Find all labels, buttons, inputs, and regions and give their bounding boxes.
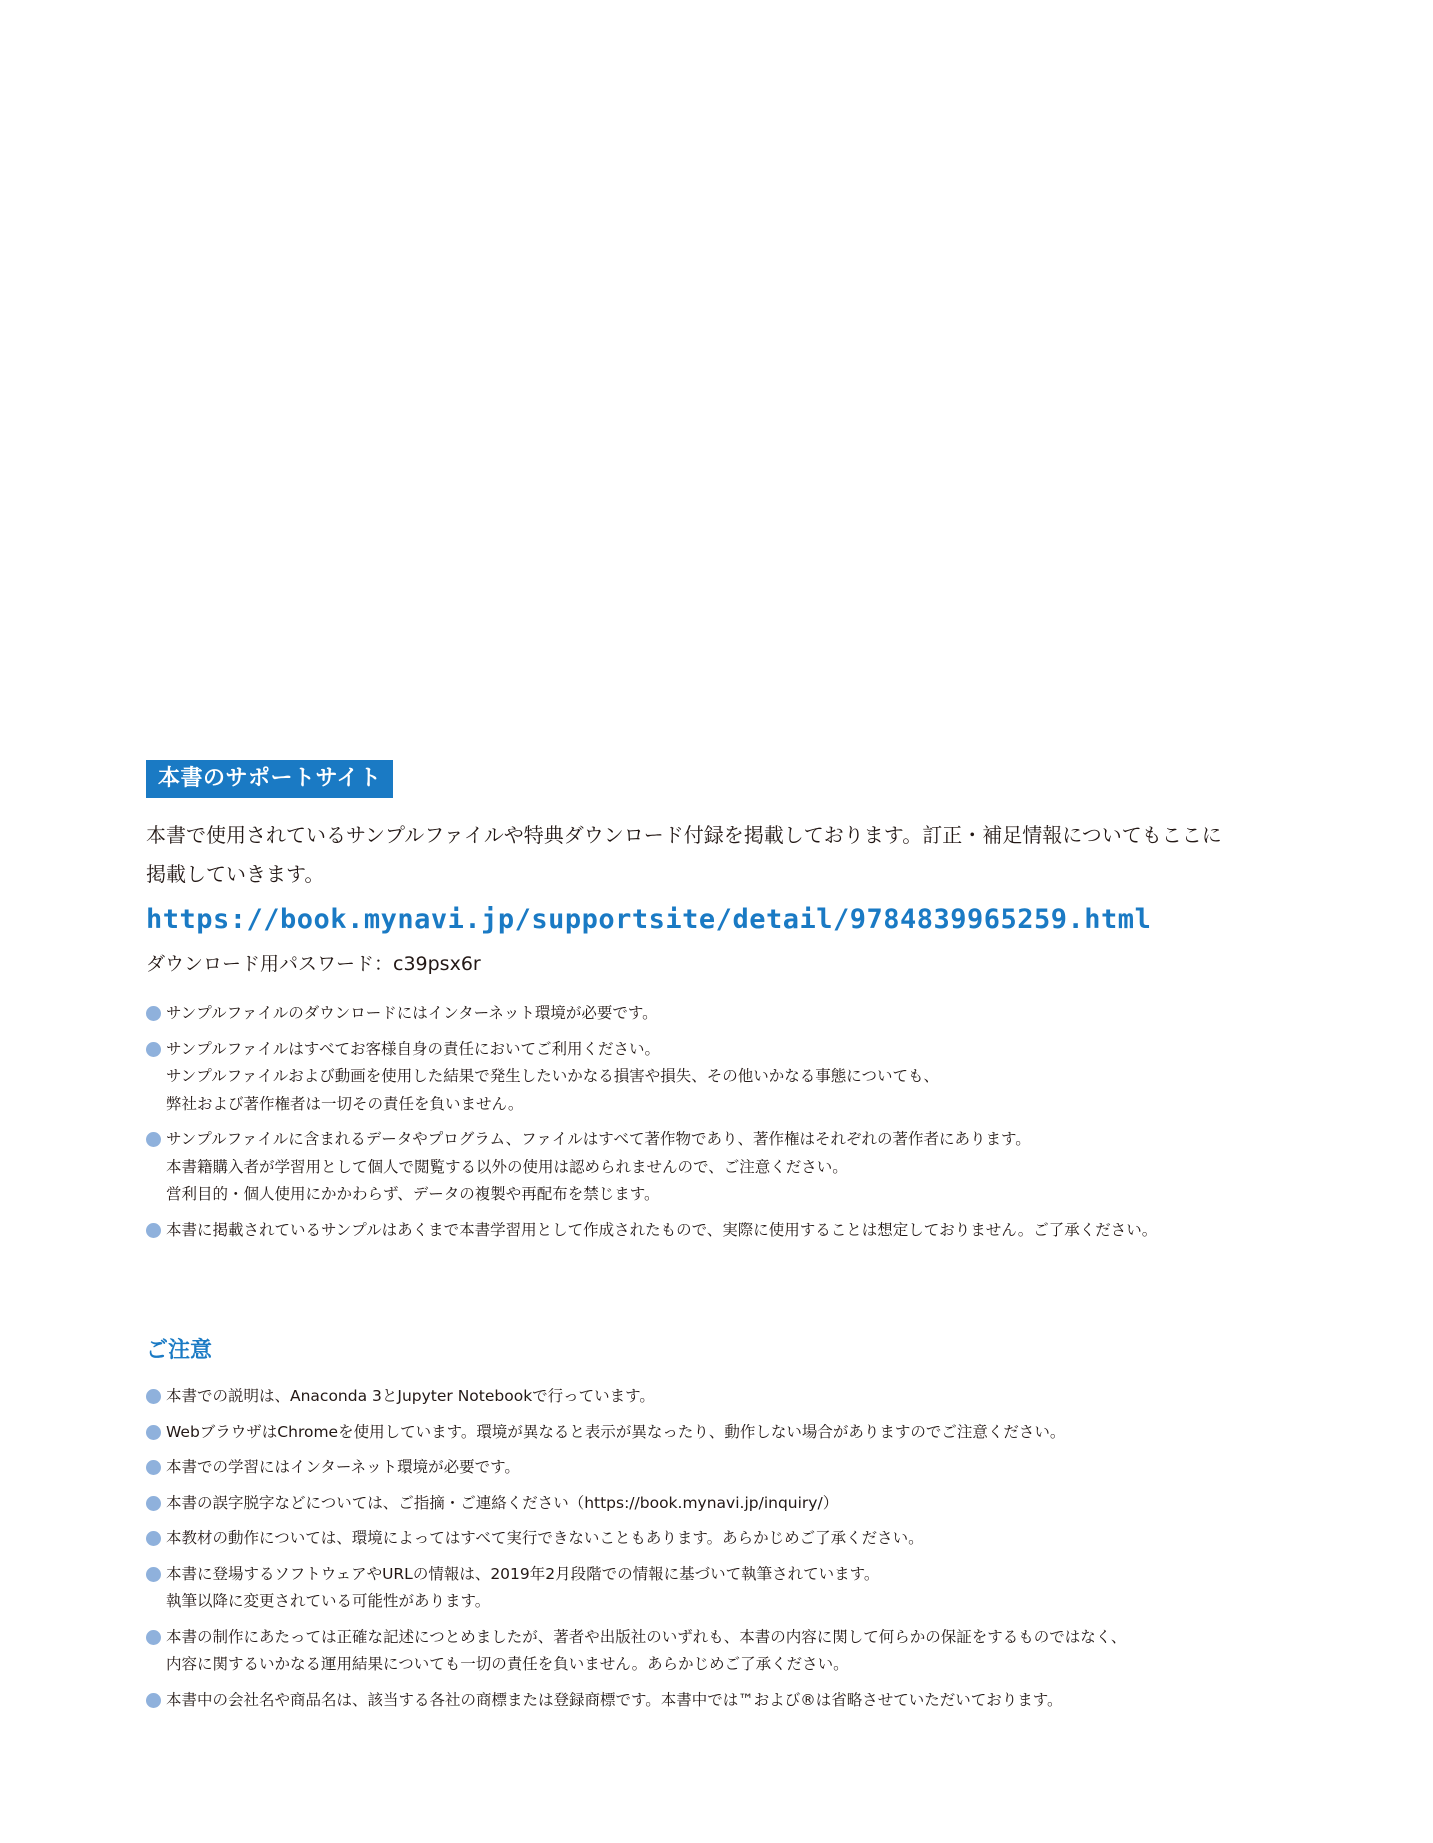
list-item-text: 弊社および著作権者は一切その責任を負いません。 xyxy=(166,1094,524,1113)
list-item-text: 本書の制作にあたっては正確な記述につとめましたが、著者や出版社のいずれも、本書の内容に関して何らかの保証をするものではなく、 xyxy=(166,1627,1127,1646)
bullet-circle-icon xyxy=(146,1693,161,1708)
bullet-circle-icon xyxy=(146,1389,161,1404)
list-item-text: 本書の誤字脱字などについては、ご指摘・ご連絡ください（https://book.mynavi.jp/inquiry/） xyxy=(166,1493,839,1512)
list-item-text: 本書籍購入者が学習用として個人で閲覧する以外の使用は認められませんので、ご注意ください。 xyxy=(166,1157,848,1176)
list-item xyxy=(146,1000,1286,1028)
list-item-text: 本書に登場するソフトウェアやURLの情報は、2019年2月段階での情報に基づいて執筆されています。 xyxy=(166,1564,880,1583)
bullet-circle-icon xyxy=(146,1006,161,1021)
support-site-url-link[interactable]: https://book.mynavi.jp/supportsite/detail/9784839965259.html xyxy=(146,904,1152,935)
list-item-text: 営利目的・個人使用にかかわらず、データの複製や再配布を禁じます。 xyxy=(166,1185,660,1203)
list-item xyxy=(146,1490,1286,1518)
support-site-section xyxy=(146,760,1286,1252)
bullet-circle-icon xyxy=(146,1460,161,1475)
bullet-circle-icon xyxy=(146,1531,161,1546)
notice-heading: ご注意 xyxy=(146,1338,213,1363)
list-item xyxy=(146,1419,1286,1447)
notice-section xyxy=(146,1335,1286,1722)
support-notes-list xyxy=(146,1000,1286,1244)
list-item xyxy=(146,1525,1286,1553)
support-description-line: 掲載していきます。 xyxy=(146,862,325,886)
list-item xyxy=(146,1687,1286,1715)
list-item-text: サンプルファイルはすべてお客様自身の責任においてご利用ください。 xyxy=(166,1039,660,1058)
notice-list xyxy=(146,1383,1286,1714)
list-item xyxy=(146,1561,1286,1616)
list-item xyxy=(146,1454,1286,1482)
list-item xyxy=(146,1624,1286,1679)
list-item-text: 内容に関するいかなる運用結果についても一切の責任を負いません。あらかじめご了承ください。 xyxy=(166,1655,849,1673)
support-description-line: 本書で使用されているサンプルファイルや特典ダウンロード付録を掲載しております。訂正・補足情報についてもここに xyxy=(146,823,1222,847)
list-item-text: 本書に掲載されているサンプルはあくまで本書学習用として作成されたもので、実際に使用することは想定しておりません。ご了承ください。 xyxy=(166,1220,1158,1239)
support-site-heading: 本書のサポートサイト xyxy=(146,760,393,798)
list-item-text: 執筆以降に変更されている可能性があります。 xyxy=(166,1592,491,1610)
list-item-text: 本書での説明は、Anaconda 3とJupyter Notebookで行っています。 xyxy=(166,1387,655,1405)
bullet-circle-icon xyxy=(146,1496,161,1511)
list-item-text: サンプルファイルに含まれるデータやプログラム、ファイルはすべて著作物であり、著作権はそれぞれの著作者にあります。 xyxy=(166,1130,1031,1148)
list-item-text: 本書での学習にはインターネット環境が必要です。 xyxy=(166,1458,520,1476)
list-item xyxy=(146,1036,1286,1119)
bullet-circle-icon xyxy=(146,1567,161,1582)
list-item xyxy=(146,1217,1286,1245)
download-password: ダウンロード用パスワード：c39psx6r xyxy=(146,953,481,975)
list-item-text: サンプルファイルおよび動画を使用した結果で発生したいかなる損害や損失、その他いかなる事態についても、 xyxy=(166,1067,939,1085)
bullet-circle-icon xyxy=(146,1223,161,1238)
list-item-text: サンプルファイルのダウンロードにはインターネット環境が必要です。 xyxy=(166,1004,658,1022)
bullet-circle-icon xyxy=(146,1425,161,1440)
list-item-text: 本書中の会社名や商品名は、該当する各社の商標または登録商標です。本書中では™および®は省略させていただいております。 xyxy=(166,1690,1063,1709)
list-item xyxy=(146,1383,1286,1411)
list-item xyxy=(146,1126,1286,1209)
list-item-text: 本教材の動作については、環境によってはすべて実行できないこともあります。あらかじめご了承ください。 xyxy=(166,1529,924,1547)
bullet-circle-icon xyxy=(146,1042,161,1057)
support-site-description xyxy=(146,816,1246,894)
list-item-text: WebブラウザはChromeを使用しています。環境が異なると表示が異なったり、動作しない場合がありますのでご注意ください。 xyxy=(166,1422,1066,1441)
bullet-circle-icon xyxy=(146,1630,161,1645)
bullet-circle-icon xyxy=(146,1132,161,1147)
